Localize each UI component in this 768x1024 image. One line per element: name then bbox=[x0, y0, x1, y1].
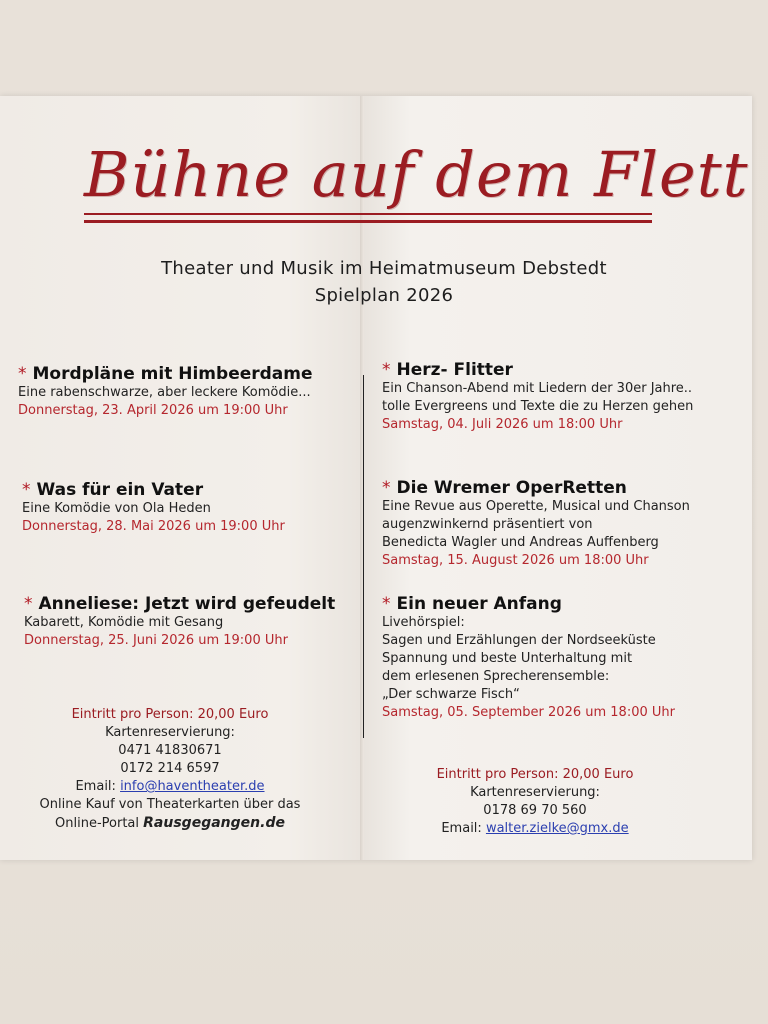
subtitle: Theater und Musik im Heimatmuseum Debstedt bbox=[161, 258, 607, 279]
event-description: Ein Chanson-Abend mit Liedern der 30er Jahre.. bbox=[382, 381, 693, 396]
email-line bbox=[390, 820, 680, 838]
email-link[interactable]: walter.zielke@gmx.de bbox=[485, 821, 629, 836]
reservation-label: Kartenreservierung: bbox=[105, 725, 235, 740]
online-portal-line bbox=[20, 814, 320, 833]
event-title: * Ein neuer Anfang bbox=[382, 594, 562, 614]
event-description: „Der schwarze Fisch“ bbox=[382, 687, 520, 702]
event-title: * Die Wremer OperRetten bbox=[382, 478, 627, 498]
contact-block-left bbox=[20, 706, 320, 833]
event-description: Livehörspiel: bbox=[382, 615, 465, 630]
event-date: Samstag, 15. August 2026 um 18:00 Uhr bbox=[382, 553, 649, 568]
event-date: Samstag, 05. September 2026 um 18:00 Uhr bbox=[382, 705, 675, 720]
season-label: Spielplan 2026 bbox=[314, 285, 454, 306]
ticket-price: Eintritt pro Person: 20,00 Euro bbox=[436, 767, 634, 782]
bullet-star-icon: * bbox=[24, 594, 33, 614]
portal-name: Rausgegangen.de bbox=[143, 815, 285, 831]
phone-number: 0172 214 6597 bbox=[120, 761, 220, 776]
event-item bbox=[382, 478, 742, 570]
email-label: Email: bbox=[75, 779, 116, 794]
brand-title: Bühne auf dem Flett bbox=[84, 138, 749, 211]
bullet-star-icon: * bbox=[18, 364, 27, 384]
event-date: Samstag, 04. Juli 2026 um 18:00 Uhr bbox=[382, 417, 623, 432]
bullet-star-icon: * bbox=[382, 360, 391, 380]
event-description: dem erlesenen Sprecherensemble: bbox=[382, 669, 610, 684]
event-description: Eine Komödie von Ola Heden bbox=[22, 501, 211, 516]
email-line bbox=[20, 778, 320, 796]
title-underline-top bbox=[84, 213, 652, 215]
event-item bbox=[382, 594, 742, 722]
event-date: Donnerstag, 25. Juni 2026 um 19:00 Uhr bbox=[24, 633, 288, 648]
bullet-star-icon: * bbox=[382, 478, 391, 498]
event-description: Sagen und Erzählungen der Nordseeküste bbox=[382, 633, 656, 648]
event-item bbox=[22, 480, 382, 536]
event-description: augenzwinkernd präsentiert von bbox=[382, 517, 593, 532]
event-description: Benedicta Wagler und Andreas Auffenberg bbox=[382, 535, 659, 550]
event-title: * Anneliese: Jetzt wird gefeudelt bbox=[24, 594, 336, 614]
reservation-label: Kartenreservierung: bbox=[470, 785, 600, 800]
email-label: Email: bbox=[441, 821, 482, 836]
event-title: * Mordpläne mit Himbeerdame bbox=[18, 364, 313, 384]
phone-number: 0471 41830671 bbox=[118, 743, 222, 758]
event-description: tolle Evergreens und Texte die zu Herzen gehen bbox=[382, 399, 694, 414]
event-date: Donnerstag, 23. April 2026 um 19:00 Uhr bbox=[18, 403, 288, 418]
event-item bbox=[382, 360, 742, 434]
event-date: Donnerstag, 28. Mai 2026 um 19:00 Uhr bbox=[22, 519, 285, 534]
title-underline-bottom bbox=[84, 220, 652, 223]
online-portal-label: Online-Portal bbox=[55, 816, 140, 831]
email-link[interactable]: info@haventheater.de bbox=[120, 779, 265, 794]
online-purchase-text: Online Kauf von Theaterkarten über das bbox=[39, 797, 301, 812]
event-description: Kabarett, Komödie mit Gesang bbox=[24, 615, 224, 630]
event-description: Spannung und beste Unterhaltung mit bbox=[382, 651, 633, 666]
event-item bbox=[24, 594, 384, 650]
phone-number: 0178 69 70 560 bbox=[483, 803, 587, 818]
bullet-star-icon: * bbox=[22, 480, 31, 500]
event-title: * Herz- Flitter bbox=[382, 360, 513, 380]
event-description: Eine Revue aus Operette, Musical und Chanson bbox=[382, 499, 690, 514]
bullet-star-icon: * bbox=[382, 594, 391, 614]
event-item bbox=[18, 364, 378, 420]
event-description: Eine rabenschwarze, aber leckere Komödie... bbox=[18, 385, 311, 400]
ticket-price: Eintritt pro Person: 20,00 Euro bbox=[71, 707, 269, 722]
event-title: * Was für ein Vater bbox=[22, 480, 204, 500]
contact-block-right bbox=[390, 766, 680, 838]
column-divider bbox=[363, 375, 364, 738]
